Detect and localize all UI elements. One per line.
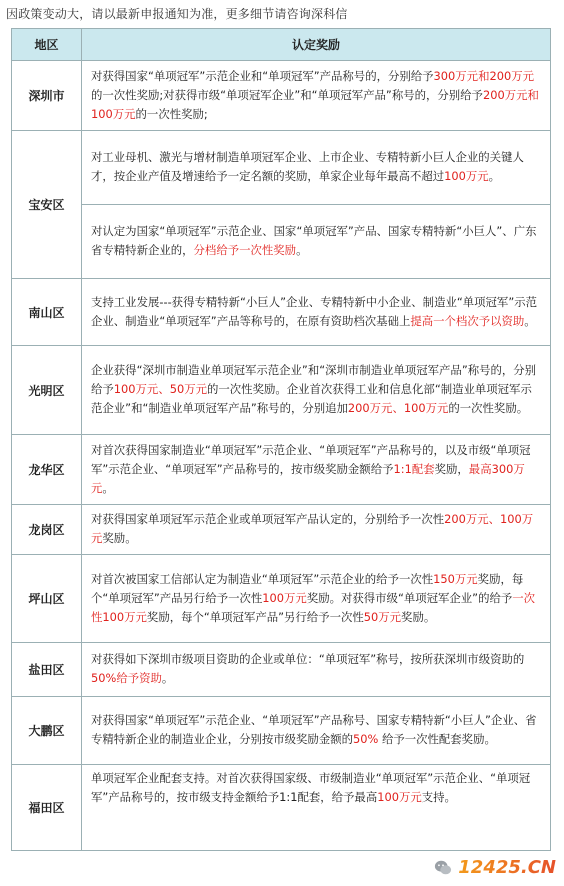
header-district: 地区 (12, 29, 82, 61)
award-cell (82, 205, 551, 279)
highlight-text: 50万元 (363, 609, 402, 624)
award-text: 对工业母机、激光与增材制造单项冠军企业、上市企业、专精特新小巨人企业的关键人才，按企业产值及增速给予一定名额的奖励，单家企业每年最高不超过 (91, 150, 524, 183)
award-text: 。 (296, 243, 308, 257)
district-cell: 坪山区 (12, 555, 82, 643)
award-cell (82, 346, 551, 435)
award-text: 奖励， (434, 461, 469, 476)
highlight-text: 50% (353, 732, 379, 746)
highlight-text: 100万元 (262, 590, 307, 605)
award-cell (82, 643, 551, 697)
district-cell: 宝安区 (12, 131, 82, 279)
award-text: 的一次性奖励;对获得市级“单项冠军企业”和“单项冠军产品”称号的，分别给予 (91, 87, 483, 102)
highlight-text: 200万元、100万元 (91, 512, 534, 545)
award-text: 奖励，每个“单项冠军”产品另行给予一次性 (91, 571, 524, 605)
award-text: 对获得国家“单项冠军”示范企业和“单项冠军”产品称号的，分别给予 (91, 68, 434, 83)
award-cell (82, 61, 551, 131)
table-row (12, 61, 551, 131)
table-row (12, 697, 551, 765)
award-text: 对认定为国家“单项冠军”示范企业、国家“单项冠军”产品、国家专精特新“小巨人”、广东省专精特新企业的， (91, 224, 537, 257)
district-cell: 盐田区 (12, 643, 82, 697)
highlight-text: 300万元和200万元 (433, 68, 534, 83)
highlight-text: 100万元 (444, 169, 489, 183)
award-text: 奖励，每个“单项冠军产品”另行给予一次性 (146, 609, 364, 624)
award-text: 的一次性奖励。 (448, 401, 529, 415)
award-text: 对首次被国家工信部认定为制造业“单项冠军”示范企业的给予一次性 (91, 571, 434, 586)
highlight-text: 提高一个档次予以资助 (410, 313, 525, 328)
award-cell (82, 131, 551, 205)
district-cell: 光明区 (12, 346, 82, 435)
highlight-text: 100万元、50万元 (113, 382, 207, 396)
district-cell: 南山区 (12, 279, 82, 346)
award-cell (82, 555, 551, 643)
award-cell (82, 697, 551, 765)
highlight-text: 一次性100万元 (91, 590, 536, 624)
table-row (12, 279, 551, 346)
award-text: 企业获得“深圳市制造业单项冠军示范企业”和“深圳市制造业单项冠军产品”称号的，分别给予 (91, 363, 537, 396)
award-text: 单项冠军企业配套支持。对首次获得国家级、市级制造业“单项冠军”示范企业、“单项冠军”产品称号的，按市级支持金额给予1:1配套，给予最高 (91, 771, 531, 804)
award-text: 奖励。对获得市级“单项冠军企业”的给予 (306, 590, 513, 605)
highlight-text: 分档给予一次性奖励 (193, 243, 297, 257)
award-cell (82, 279, 551, 346)
award-text: 奖励。 (102, 531, 137, 545)
award-text: 。 (161, 671, 174, 685)
table-row (12, 555, 551, 643)
award-text: 。 (102, 480, 114, 495)
table-header-row (12, 29, 551, 61)
highlight-text: 200万元和100万元 (91, 87, 539, 121)
award-text: 的一次性奖励。企业首次获得工业和信息化部“制造业单项冠军示范企业”和“制造业单项冠军产品”称号的，分别追加 (91, 382, 532, 415)
award-text: 对获得如下深圳市级项目资助的企业或单位：“单项冠军”称号，按所获深圳市级资助的 (91, 652, 525, 666)
highlight-text: 200万元、100万元 (347, 401, 449, 415)
highlight-text: 50%给予资助 (91, 671, 162, 685)
watermark (434, 857, 556, 878)
table-row (12, 505, 551, 555)
award-cell (82, 505, 551, 555)
table-row (12, 131, 551, 205)
district-cell: 大鹏区 (12, 697, 82, 765)
district-cell: 龙华区 (12, 435, 82, 505)
watermark-text: 12425.CN (458, 857, 556, 878)
award-cell (82, 435, 551, 505)
top-notice: 因政策变动大，请以最新申报通知为准，更多细节请咨询深科信 (6, 7, 348, 21)
district-cell: 深圳市 (12, 61, 82, 131)
award-cell (82, 765, 551, 851)
header-award: 认定奖励 (82, 29, 551, 61)
highlight-text: 最高300万元 (91, 461, 525, 495)
award-text: 支持工业发展---获得专精特新“小巨人”企业、专精特新中小企业、制造业“单项冠军”示范企业、制造业“单项冠军”产品等称号的，在原有资助档次基础上 (91, 294, 537, 328)
highlight-text: 100万元 (377, 790, 422, 804)
award-text: 对获得国家单项冠军示范企业或单项冠军产品认定的，分别给予一次性 (91, 512, 445, 526)
table-row (12, 435, 551, 505)
highlight-text: 150万元 (433, 571, 478, 586)
wechat-icon (434, 859, 452, 877)
table-row (12, 346, 551, 435)
award-text: 给予一次性配套奖励。 (378, 732, 496, 746)
award-text: 的一次性奖励; (135, 106, 208, 121)
award-text: 。 (488, 169, 501, 183)
table-row (12, 643, 551, 697)
award-text: 对获得国家“单项冠军”示范企业、“单项冠军”产品称号、国家专精特新“小巨人”企业、省专精特新企业的制造业企业，分别按市级奖励金额的 (91, 713, 537, 746)
award-text: 。 (524, 313, 536, 328)
table-row (12, 205, 551, 279)
district-cell: 龙岗区 (12, 505, 82, 555)
district-cell: 福田区 (12, 765, 82, 851)
award-text: 对首次获得国家制造业“单项冠军”示范企业、“单项冠军”产品称号的，以及市级“单项冠军”示范企业、“单项冠军”产品称号的，按市级奖励金额给予 (91, 442, 531, 476)
table-row (12, 765, 551, 851)
award-text: 支持。 (421, 790, 456, 804)
award-policy-table (11, 28, 551, 851)
award-text: 奖励。 (401, 609, 436, 624)
highlight-text: 1:1配套 (393, 461, 435, 476)
